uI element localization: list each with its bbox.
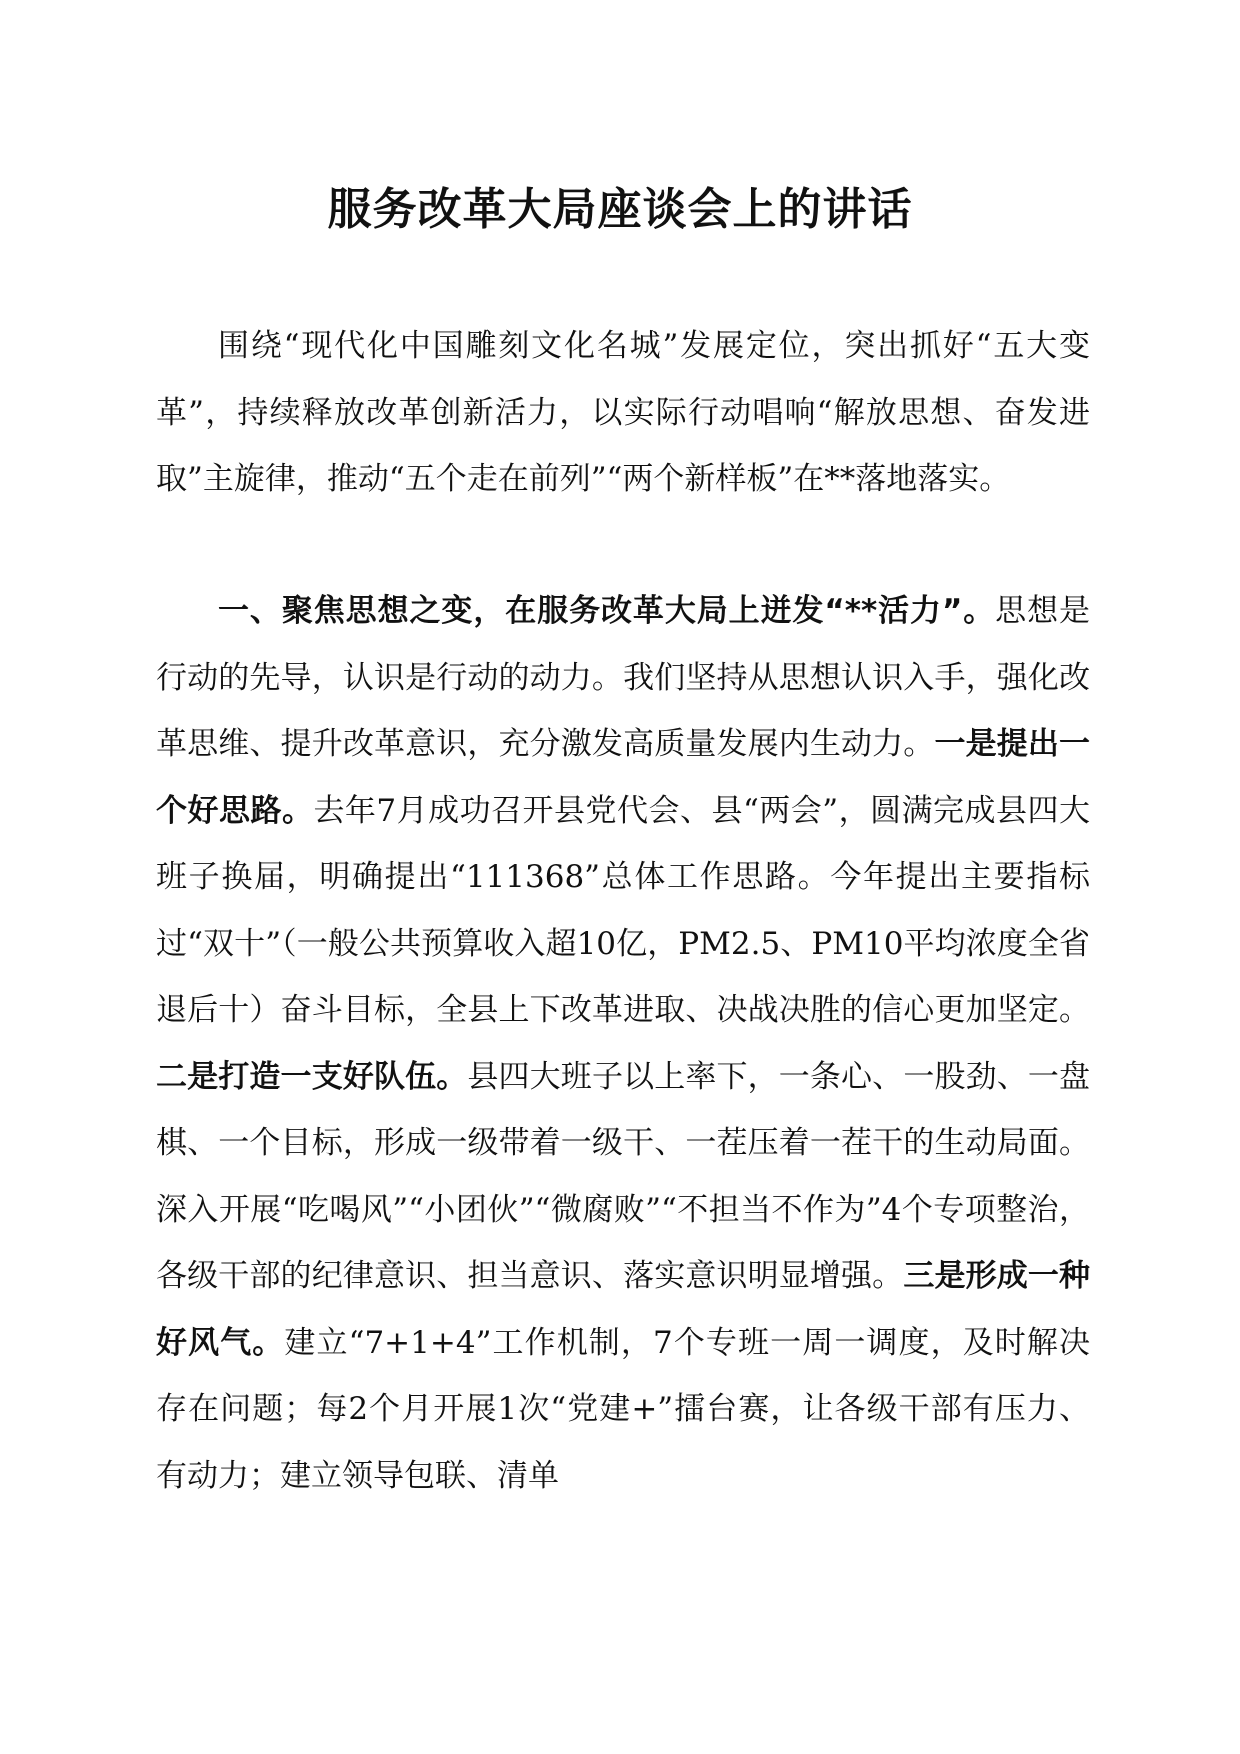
- section-one-heading: 一、聚焦思想之变，在服务改革大局上迸发“**活力”。: [218, 593, 996, 629]
- point-three-label: 三是形成一种好风气。: [156, 1258, 1091, 1361]
- point-three-text: 建立“7+1+4”工作机制，7个专班一周一调度，及时解决存在问题；每2个月开展1次“党建+”擂台赛，让各级干部有压力、有动力；建立领导包联、清单: [156, 1324, 1091, 1494]
- page-title: 服务改革大局座谈会上的讲话: [327, 184, 913, 235]
- section-one-paragraph: [156, 578, 1090, 1509]
- section-one-intro: 思想是行动的先导，认识是行动的动力。我们坚持从思想认识入手，强化改革思维、提升改革意识，充分激发高质量发展内生动力。: [156, 593, 1091, 762]
- point-one-label: 一是提出一个好思路。: [156, 726, 1091, 829]
- point-two-text: 县四大班子以上率下，一条心、一股劲、一盘棋、一个目标，形成一级带着一级干、一茬压着一茬干的生动局面。深入开展“吃喝风”“小团伙”“微腐败”“不担当不作为”4个专项整治，各级干部的纪律意识、担当意识、落实意识明显增强。: [156, 1058, 1091, 1294]
- point-two-label: 二是打造一支好队伍。: [156, 1058, 468, 1095]
- intro-paragraph: 围绕“现代化中国雕刻文化名城”发展定位，突出抓好“五大变革”，持续释放改革创新活力，以实际行动唱响“解放思想、奋发进取”主旋律，推动“五个走在前列”“两个新样板”在**落地落实。: [156, 328, 1090, 497]
- point-one-text: 去年7月成功召开县党代会、县“两会”，圆满完成县四大班子换届，明确提出“111368”总体工作思路。今年提出主要指标过“双十”（一般公共预算收入超10亿，PM2.5、PM10平均浓度全省退后十）奋斗目标，全县上下改革进取、决战决胜的信心更加坚定。: [156, 792, 1091, 1028]
